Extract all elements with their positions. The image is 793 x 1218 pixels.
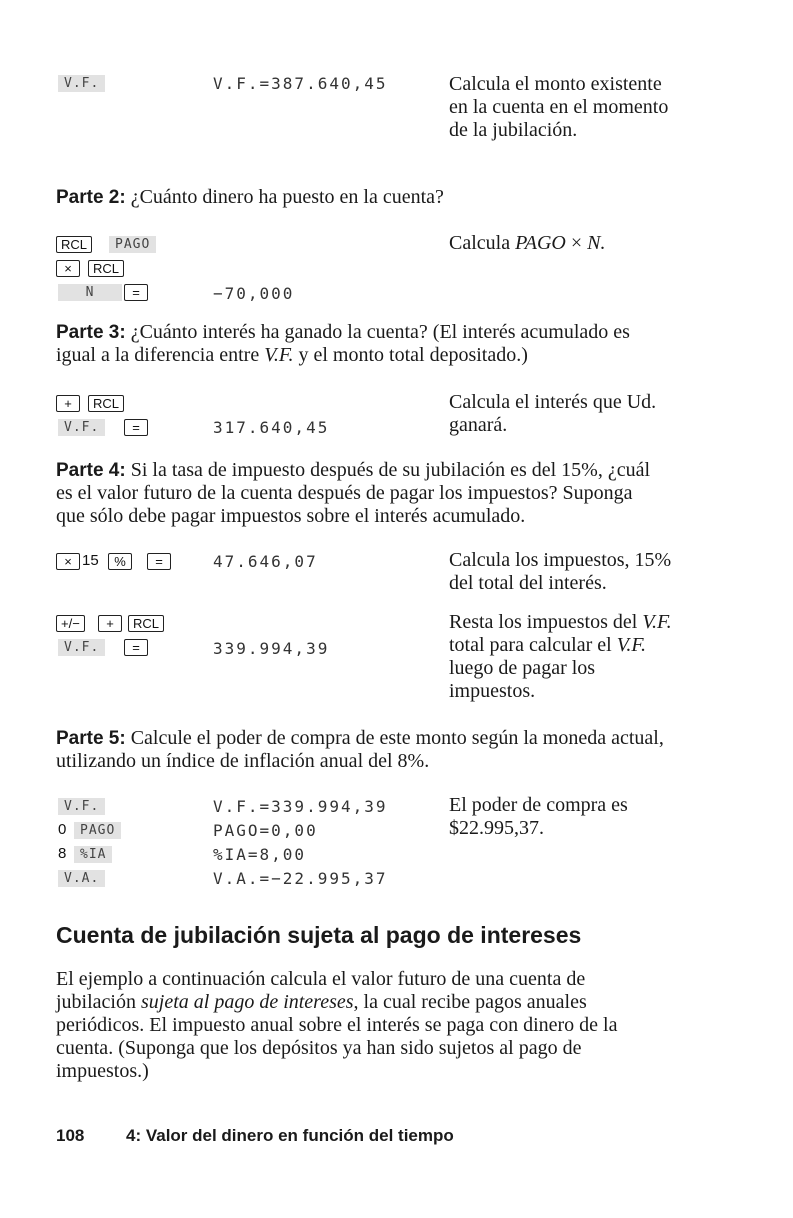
display-readout: V.A.=−22.995,37 <box>213 869 388 888</box>
display-readout: V.F.=387.640,45 <box>213 74 388 93</box>
desc-text: Calcula <box>449 232 516 254</box>
parte-label: Parte 5: <box>56 728 126 749</box>
key-equals: = <box>147 553 171 570</box>
keyed-number: 15 <box>82 552 99 569</box>
parte-text: ¿Cuánto interés ha ganado la cuenta? (El interés acumulado es igual a la diferencia entre <box>56 321 630 366</box>
desc-italic: N. <box>587 232 606 254</box>
parte-text: y el monto total depositado.) <box>293 344 528 366</box>
page-number: 108 <box>56 1126 85 1145</box>
softkey-pago: PAGO <box>109 236 156 253</box>
keyed-number: 0 <box>58 821 67 838</box>
key-equals: = <box>124 419 148 436</box>
keyed-number: 8 <box>58 845 67 862</box>
paragraph-text: El ejemplo a continuación calcula el valor futuro de una cuenta de jubilación <box>56 968 586 1013</box>
parte-5-heading <box>56 727 666 773</box>
key-rcl: RCL <box>128 615 164 632</box>
desc-italic: V.F. <box>642 611 672 633</box>
paragraph-italic: sujeta al pago de intereses <box>140 991 354 1013</box>
display-readout: 339.994,39 <box>213 639 330 658</box>
parte-label: Parte 4: <box>56 460 126 481</box>
key-equals: = <box>124 284 148 301</box>
parte-text: Si la tasa de impuesto después de su jubilación es del 15%, ¿cuál es el valor futuro de la cuenta después de pagar los impuestos? Suponga que sólo debe pagar impuestos sobre el interés acumulado. <box>56 459 651 527</box>
softkey-vf: V.F. <box>58 75 105 92</box>
key-multiply: × <box>56 260 80 277</box>
key-equals: = <box>124 639 148 656</box>
display-readout: V.F.=339.994,39 <box>213 797 388 816</box>
desc-text: × <box>565 232 588 254</box>
desc-text: luego de pagar los impuestos. <box>449 657 596 702</box>
key-percent: % <box>108 553 132 570</box>
desc-italic: PAGO <box>515 232 566 254</box>
key-change-sign: +/− <box>56 615 85 632</box>
parte-text-italic: V.F. <box>264 344 294 366</box>
desc-italic: V.F. <box>616 634 646 656</box>
softkey-pago: PAGO <box>74 822 121 839</box>
step-description: Calcula los impuestos, 15% del total del interés. <box>449 549 672 594</box>
key-rcl: RCL <box>88 260 124 277</box>
parte-text: Calcule el poder de compra de este monto según la moneda actual, utilizando un índice de inflación anual del 8%. <box>56 727 664 772</box>
softkey-vf: V.F. <box>58 639 105 656</box>
key-plus: + <box>56 395 80 412</box>
step-description: Calcula el interés que Ud. ganará. <box>449 391 657 436</box>
parte-text: ¿Cuánto dinero ha puesto en la cuenta? <box>130 186 444 208</box>
softkey-ia: %IA <box>74 846 112 863</box>
parte-label: Parte 2: <box>56 187 126 208</box>
chapter-title: 4: Valor del dinero en función del tiempo <box>126 1126 454 1145</box>
desc-text: total para calcular el <box>449 634 617 656</box>
softkey-va: V.A. <box>58 870 105 887</box>
softkey-n: N <box>58 284 122 301</box>
display-readout: %IA=8,00 <box>213 845 307 864</box>
step-description: El poder de compra es $22.995,37. <box>449 794 628 839</box>
section-title: Cuenta de jubilación sujeta al pago de intereses <box>56 922 582 948</box>
key-multiply: × <box>56 553 80 570</box>
display-readout: 47.646,07 <box>213 552 318 571</box>
softkey-vf: V.F. <box>58 419 105 436</box>
step-description: Calcula el monto existente en la cuenta en el momento de la jubilación. <box>449 73 669 141</box>
softkey-vf: V.F. <box>58 798 105 815</box>
parte-3-heading <box>56 321 666 367</box>
paragraph-text: , la cual recibe pagos anuales periódicos. El impuesto anual sobre el interés se paga con dinero de la cuenta. (Suponga que los depósitos ya han sido sujetos al pago de impuestos.) <box>56 991 618 1082</box>
parte-2-heading <box>56 186 666 209</box>
desc-text: Resta los impuestos del <box>449 611 643 633</box>
display-readout: 317.640,45 <box>213 418 330 437</box>
key-rcl: RCL <box>88 395 124 412</box>
step-description <box>449 232 605 255</box>
parte-4-heading <box>56 459 666 528</box>
key-rcl: RCL <box>56 236 92 253</box>
display-readout: −70,000 <box>213 284 295 303</box>
parte-label: Parte 3: <box>56 322 126 343</box>
key-plus: + <box>98 615 122 632</box>
display-readout: PAGO=0,00 <box>213 821 318 840</box>
step-description <box>449 611 674 703</box>
section-paragraph <box>56 968 666 1083</box>
